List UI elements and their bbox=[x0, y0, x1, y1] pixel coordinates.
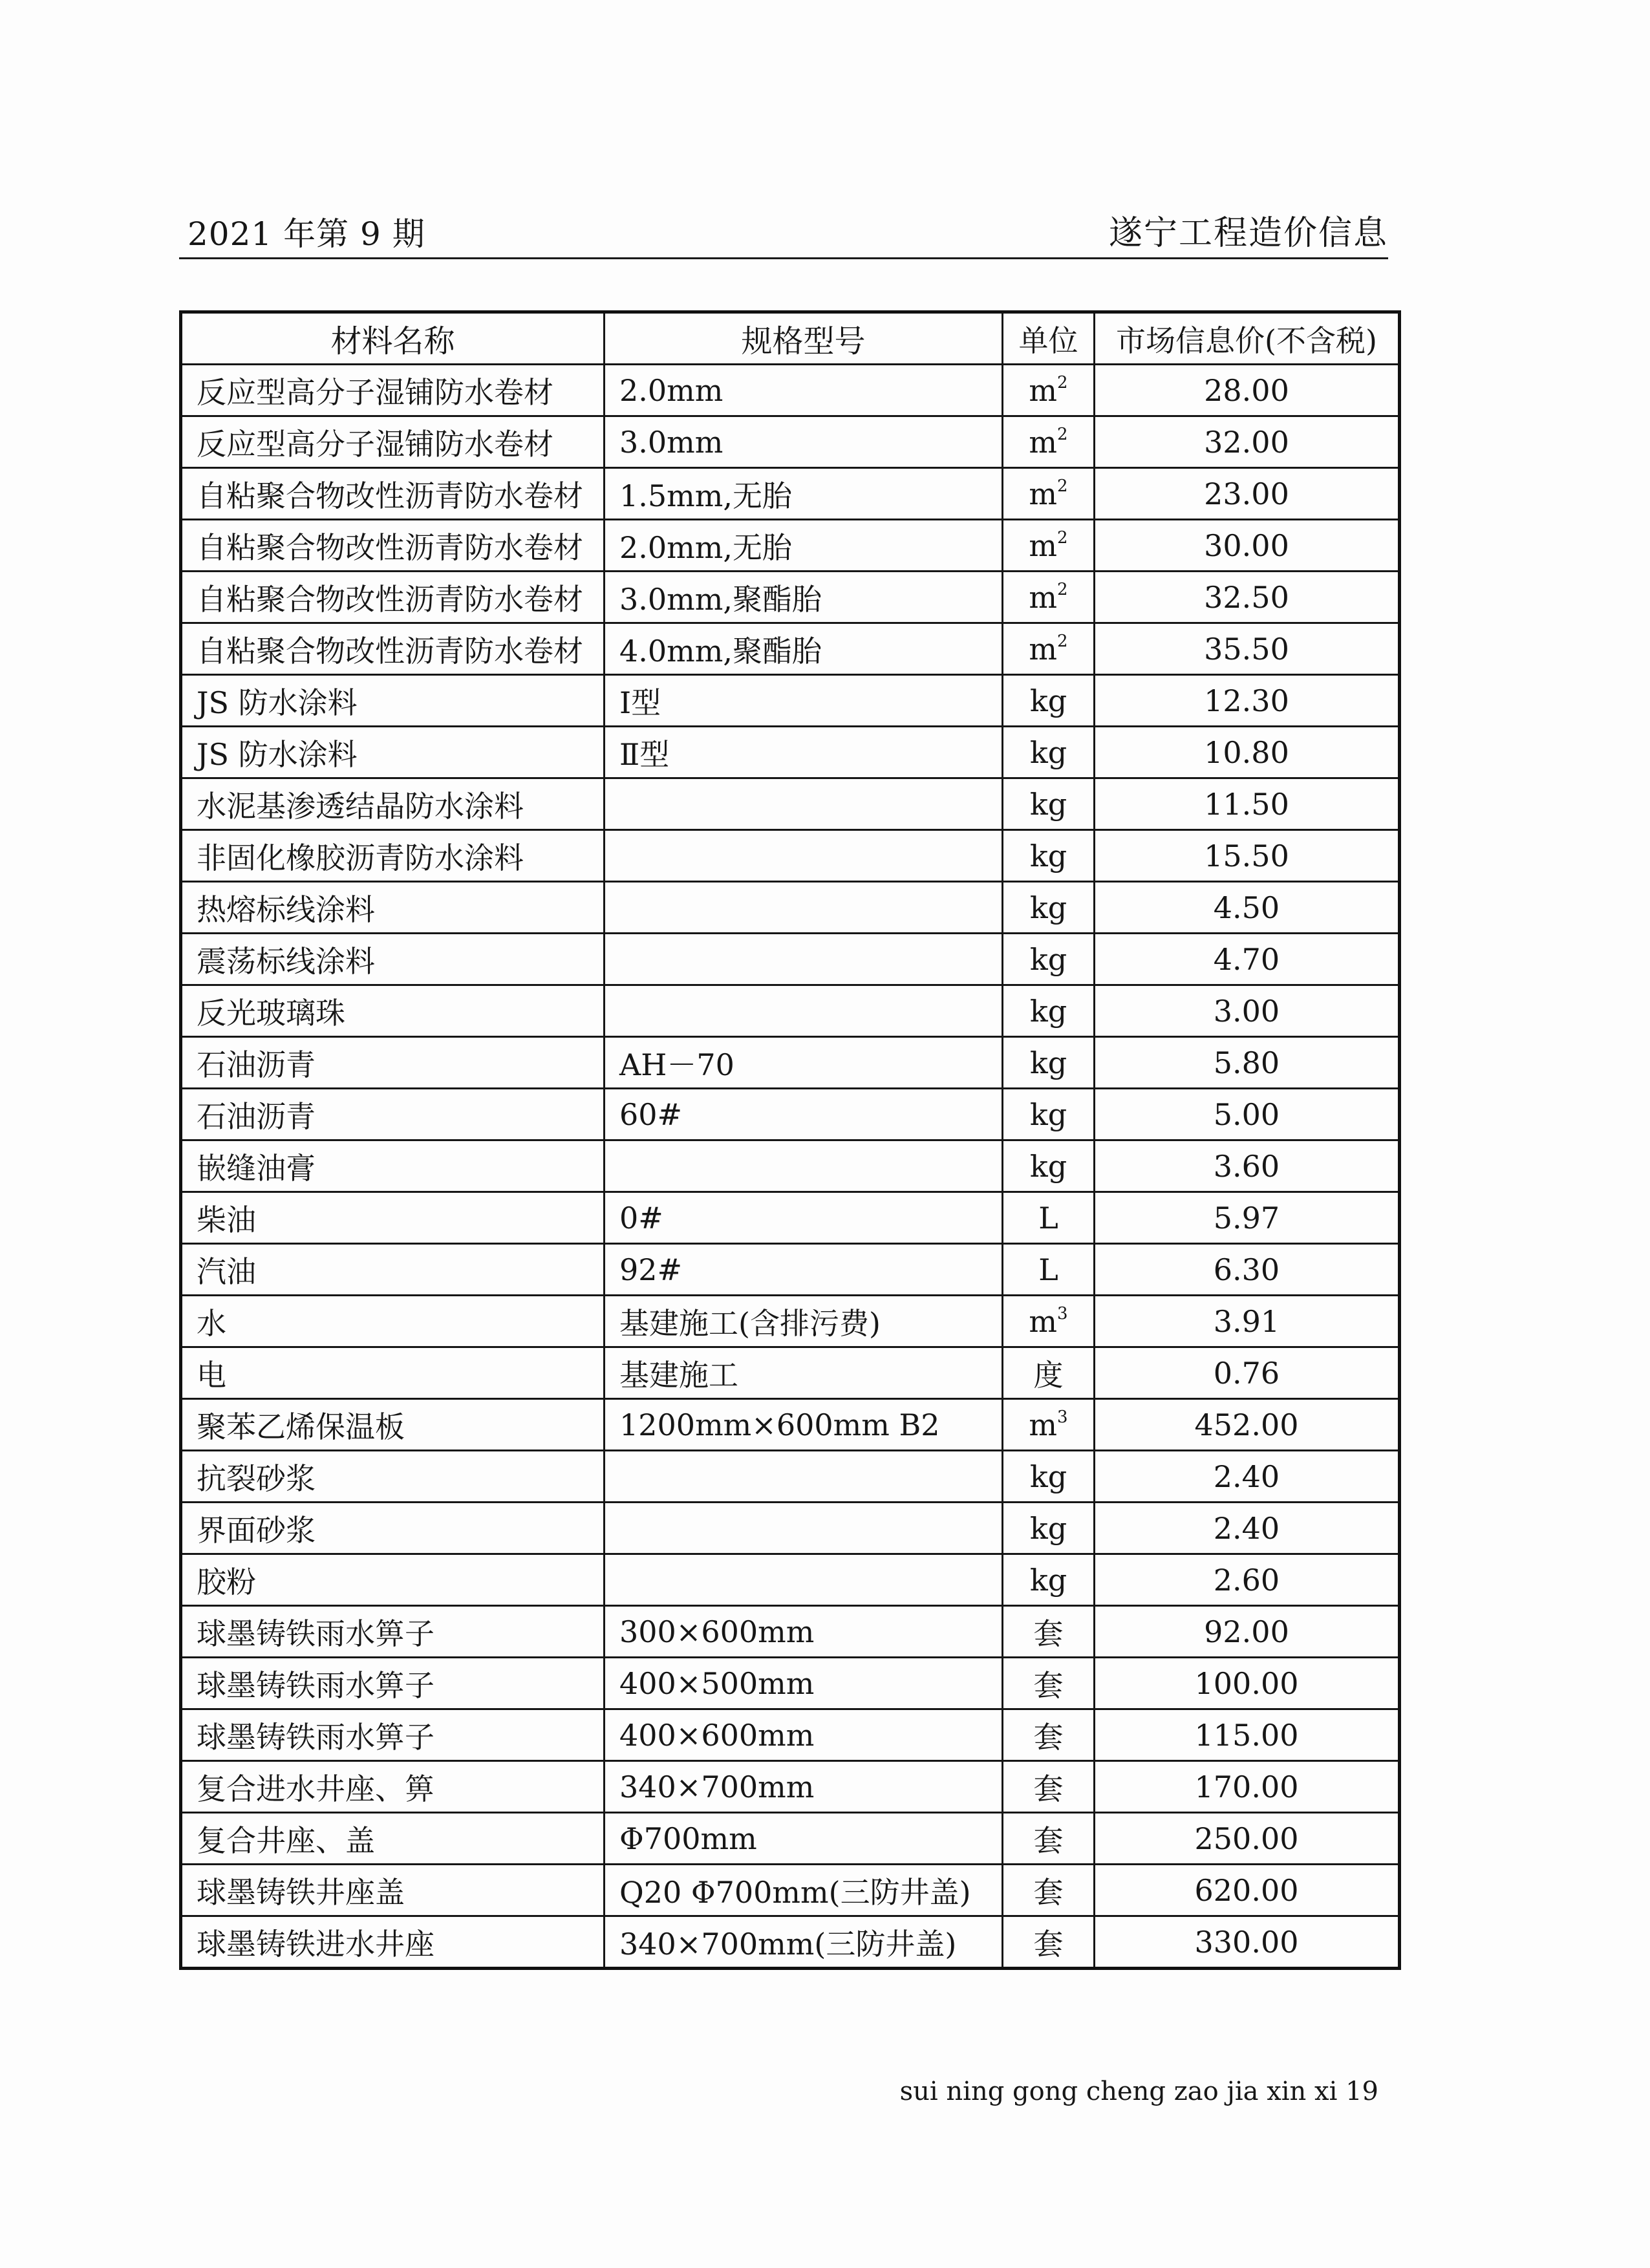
material-price-table bbox=[179, 310, 1401, 1970]
unit-cell bbox=[1003, 1399, 1095, 1451]
unit-cell bbox=[1003, 778, 1095, 830]
spec-cell: 0# bbox=[605, 1192, 1003, 1244]
table-row bbox=[181, 1399, 1400, 1451]
price-cell: 3.91 bbox=[1095, 1296, 1400, 1347]
unit-exponent: 2 bbox=[1057, 476, 1068, 496]
column-header-material-name: 材料名称 bbox=[181, 312, 605, 365]
material-name-cell: 球墨铸铁井座盖 bbox=[181, 1865, 605, 1916]
unit-text: kg bbox=[1029, 1045, 1067, 1080]
price-cell: 330.00 bbox=[1095, 1916, 1400, 1969]
unit-text: m bbox=[1029, 476, 1058, 511]
material-name-cell: 胶粉 bbox=[181, 1554, 605, 1606]
price-cell: 15.50 bbox=[1095, 830, 1400, 882]
price-cell: 32.50 bbox=[1095, 572, 1400, 623]
spec-cell: 2.0mm bbox=[605, 365, 1003, 416]
material-name-cell: 石油沥青 bbox=[181, 1037, 605, 1089]
unit-text: L bbox=[1038, 1252, 1058, 1287]
spec-cell bbox=[605, 985, 1003, 1037]
table-row bbox=[181, 830, 1400, 882]
unit-text: kg bbox=[1029, 683, 1067, 718]
table-row bbox=[181, 727, 1400, 778]
unit-text: kg bbox=[1029, 786, 1067, 822]
table-row bbox=[181, 623, 1400, 675]
spec-cell: AH－70 bbox=[605, 1037, 1003, 1089]
unit-text: kg bbox=[1029, 941, 1067, 977]
material-name-cell: 自粘聚合物改性沥青防水卷材 bbox=[181, 468, 605, 520]
material-name-cell: 水 bbox=[181, 1296, 605, 1347]
table-row bbox=[181, 1658, 1400, 1709]
table-row bbox=[181, 1813, 1400, 1865]
unit-exponent: 3 bbox=[1057, 1407, 1068, 1427]
unit-text: 度 bbox=[1033, 1357, 1064, 1393]
unit-cell bbox=[1003, 1606, 1095, 1658]
material-name-cell: 自粘聚合物改性沥青防水卷材 bbox=[181, 623, 605, 675]
price-cell: 4.50 bbox=[1095, 882, 1400, 934]
unit-text: kg bbox=[1029, 993, 1067, 1029]
unit-text: 套 bbox=[1033, 1616, 1064, 1651]
spec-cell: 3.0mm bbox=[605, 416, 1003, 468]
unit-exponent: 2 bbox=[1057, 579, 1068, 599]
spec-cell: 92# bbox=[605, 1244, 1003, 1296]
material-name-cell: 球墨铸铁进水井座 bbox=[181, 1916, 605, 1969]
unit-cell bbox=[1003, 934, 1095, 985]
material-name-cell: JS 防水涂料 bbox=[181, 727, 605, 778]
table-row bbox=[181, 520, 1400, 572]
spec-cell: 1200mm×600mm B2 bbox=[605, 1399, 1003, 1451]
table-row bbox=[181, 985, 1400, 1037]
table-row bbox=[181, 1192, 1400, 1244]
unit-cell bbox=[1003, 1192, 1095, 1244]
material-name-cell: 球墨铸铁雨水箅子 bbox=[181, 1606, 605, 1658]
spec-cell: Ⅰ型 bbox=[605, 675, 1003, 727]
material-name-cell: JS 防水涂料 bbox=[181, 675, 605, 727]
unit-exponent: 2 bbox=[1057, 424, 1068, 444]
table-row bbox=[181, 572, 1400, 623]
material-name-cell: 反应型高分子湿铺防水卷材 bbox=[181, 416, 605, 468]
table-row bbox=[181, 1244, 1400, 1296]
spec-cell: 2.0mm,无胎 bbox=[605, 520, 1003, 572]
unit-cell bbox=[1003, 1451, 1095, 1503]
unit-text: L bbox=[1038, 1200, 1058, 1236]
table-row bbox=[181, 1606, 1400, 1658]
spec-cell bbox=[605, 1451, 1003, 1503]
unit-cell bbox=[1003, 1813, 1095, 1865]
table-row bbox=[181, 1761, 1400, 1813]
unit-text: kg bbox=[1029, 1148, 1067, 1184]
table-row bbox=[181, 882, 1400, 934]
unit-cell bbox=[1003, 1089, 1095, 1140]
spec-cell: 3.0mm,聚酯胎 bbox=[605, 572, 1003, 623]
price-cell: 5.80 bbox=[1095, 1037, 1400, 1089]
price-cell: 92.00 bbox=[1095, 1606, 1400, 1658]
unit-cell bbox=[1003, 1244, 1095, 1296]
spec-cell: 基建施工(含排污费) bbox=[605, 1296, 1003, 1347]
unit-cell bbox=[1003, 416, 1095, 468]
spec-cell: 400×600mm bbox=[605, 1709, 1003, 1761]
header-divider bbox=[179, 257, 1388, 259]
price-cell: 250.00 bbox=[1095, 1813, 1400, 1865]
table-row bbox=[181, 1347, 1400, 1399]
material-name-cell: 自粘聚合物改性沥青防水卷材 bbox=[181, 520, 605, 572]
table-row bbox=[181, 1554, 1400, 1606]
unit-cell bbox=[1003, 365, 1095, 416]
unit-text: m bbox=[1029, 579, 1058, 615]
unit-cell bbox=[1003, 1037, 1095, 1089]
table-body bbox=[181, 365, 1400, 1969]
unit-cell bbox=[1003, 1554, 1095, 1606]
spec-cell: 340×700mm bbox=[605, 1761, 1003, 1813]
spec-cell: Q20 Φ700mm(三防井盖) bbox=[605, 1865, 1003, 1916]
material-name-cell: 抗裂砂浆 bbox=[181, 1451, 605, 1503]
table-row bbox=[181, 1709, 1400, 1761]
price-cell: 100.00 bbox=[1095, 1658, 1400, 1709]
material-name-cell: 反光玻璃珠 bbox=[181, 985, 605, 1037]
price-cell: 2.40 bbox=[1095, 1503, 1400, 1554]
price-cell: 170.00 bbox=[1095, 1761, 1400, 1813]
unit-text: kg bbox=[1029, 1459, 1067, 1494]
unit-text: kg bbox=[1029, 890, 1067, 925]
unit-cell bbox=[1003, 1709, 1095, 1761]
spec-cell bbox=[605, 830, 1003, 882]
table-row bbox=[181, 468, 1400, 520]
unit-cell bbox=[1003, 882, 1095, 934]
issue-label: 2021 年第 9 期 bbox=[188, 215, 425, 253]
unit-text: 套 bbox=[1033, 1874, 1064, 1910]
table-row bbox=[181, 416, 1400, 468]
price-cell: 452.00 bbox=[1095, 1399, 1400, 1451]
material-name-cell: 震荡标线涂料 bbox=[181, 934, 605, 985]
spec-cell bbox=[605, 778, 1003, 830]
unit-text: m bbox=[1029, 1303, 1058, 1339]
table-header-row bbox=[181, 312, 1400, 365]
unit-cell bbox=[1003, 520, 1095, 572]
unit-text: kg bbox=[1029, 1562, 1067, 1598]
material-name-cell: 汽油 bbox=[181, 1244, 605, 1296]
material-name-cell: 柴油 bbox=[181, 1192, 605, 1244]
unit-text: 套 bbox=[1033, 1823, 1064, 1858]
unit-cell bbox=[1003, 1916, 1095, 1969]
material-name-cell: 球墨铸铁雨水箅子 bbox=[181, 1709, 605, 1761]
material-name-cell: 嵌缝油膏 bbox=[181, 1140, 605, 1192]
unit-cell bbox=[1003, 675, 1095, 727]
unit-text: 套 bbox=[1033, 1926, 1064, 1962]
unit-cell bbox=[1003, 1865, 1095, 1916]
unit-text: 套 bbox=[1033, 1667, 1064, 1703]
unit-text: m bbox=[1029, 424, 1058, 460]
material-name-cell: 球墨铸铁雨水箅子 bbox=[181, 1658, 605, 1709]
spec-cell: Φ700mm bbox=[605, 1813, 1003, 1865]
material-name-cell: 复合进水井座、箅 bbox=[181, 1761, 605, 1813]
unit-text: kg bbox=[1029, 1097, 1067, 1132]
spec-cell bbox=[605, 1140, 1003, 1192]
table-row bbox=[181, 1296, 1400, 1347]
price-cell: 23.00 bbox=[1095, 468, 1400, 520]
unit-cell bbox=[1003, 1296, 1095, 1347]
price-cell: 35.50 bbox=[1095, 623, 1400, 675]
price-cell: 3.60 bbox=[1095, 1140, 1400, 1192]
unit-cell bbox=[1003, 1761, 1095, 1813]
price-cell: 11.50 bbox=[1095, 778, 1400, 830]
unit-exponent: 3 bbox=[1057, 1303, 1068, 1323]
unit-text: m bbox=[1029, 631, 1058, 667]
unit-cell bbox=[1003, 727, 1095, 778]
price-cell: 620.00 bbox=[1095, 1865, 1400, 1916]
price-cell: 5.00 bbox=[1095, 1089, 1400, 1140]
unit-cell bbox=[1003, 1503, 1095, 1554]
column-header-spec: 规格型号 bbox=[605, 312, 1003, 365]
table-row bbox=[181, 1451, 1400, 1503]
table-row bbox=[181, 934, 1400, 985]
spec-cell bbox=[605, 934, 1003, 985]
material-name-cell: 界面砂浆 bbox=[181, 1503, 605, 1554]
unit-text: kg bbox=[1029, 734, 1067, 770]
price-cell: 28.00 bbox=[1095, 365, 1400, 416]
table-row bbox=[181, 1037, 1400, 1089]
price-cell: 2.60 bbox=[1095, 1554, 1400, 1606]
unit-cell bbox=[1003, 985, 1095, 1037]
price-cell: 115.00 bbox=[1095, 1709, 1400, 1761]
unit-text: 套 bbox=[1033, 1771, 1064, 1806]
column-header-price: 市场信息价(不含税) bbox=[1095, 312, 1400, 365]
table-row bbox=[181, 1089, 1400, 1140]
material-name-cell: 水泥基渗透结晶防水涂料 bbox=[181, 778, 605, 830]
unit-text: 套 bbox=[1033, 1719, 1064, 1755]
material-name-cell: 电 bbox=[181, 1347, 605, 1399]
unit-cell bbox=[1003, 572, 1095, 623]
material-name-cell: 自粘聚合物改性沥青防水卷材 bbox=[181, 572, 605, 623]
spec-cell bbox=[605, 882, 1003, 934]
spec-cell: 1.5mm,无胎 bbox=[605, 468, 1003, 520]
unit-text: kg bbox=[1029, 1510, 1067, 1546]
table-row bbox=[181, 1865, 1400, 1916]
table-row bbox=[181, 675, 1400, 727]
price-cell: 3.00 bbox=[1095, 985, 1400, 1037]
table-row bbox=[181, 1503, 1400, 1554]
material-name-cell: 石油沥青 bbox=[181, 1089, 605, 1140]
price-cell: 0.76 bbox=[1095, 1347, 1400, 1399]
price-cell: 12.30 bbox=[1095, 675, 1400, 727]
unit-cell bbox=[1003, 468, 1095, 520]
publication-title: 遂宁工程造价信息 bbox=[1108, 214, 1388, 253]
unit-exponent: 2 bbox=[1057, 372, 1068, 392]
column-header-unit: 单位 bbox=[1003, 312, 1095, 365]
price-cell: 5.97 bbox=[1095, 1192, 1400, 1244]
unit-cell bbox=[1003, 1140, 1095, 1192]
price-cell: 10.80 bbox=[1095, 727, 1400, 778]
price-cell: 30.00 bbox=[1095, 520, 1400, 572]
material-name-cell: 聚苯乙烯保温板 bbox=[181, 1399, 605, 1451]
unit-cell bbox=[1003, 623, 1095, 675]
unit-text: m bbox=[1029, 528, 1058, 563]
price-cell: 6.30 bbox=[1095, 1244, 1400, 1296]
spec-cell bbox=[605, 1554, 1003, 1606]
table-row bbox=[181, 1140, 1400, 1192]
table-row bbox=[181, 365, 1400, 416]
material-name-cell: 热熔标线涂料 bbox=[181, 882, 605, 934]
table-row bbox=[181, 1916, 1400, 1969]
spec-cell: 400×500mm bbox=[605, 1658, 1003, 1709]
spec-cell: Ⅱ型 bbox=[605, 727, 1003, 778]
spec-cell: 340×700mm(三防井盖) bbox=[605, 1916, 1003, 1969]
spec-cell: 基建施工 bbox=[605, 1347, 1003, 1399]
material-name-cell: 非固化橡胶沥青防水涂料 bbox=[181, 830, 605, 882]
unit-text: m bbox=[1029, 372, 1058, 408]
material-name-cell: 复合井座、盖 bbox=[181, 1813, 605, 1865]
spec-cell: 4.0mm,聚酯胎 bbox=[605, 623, 1003, 675]
price-cell: 4.70 bbox=[1095, 934, 1400, 985]
unit-text: kg bbox=[1029, 838, 1067, 873]
spec-cell: 300×600mm bbox=[605, 1606, 1003, 1658]
unit-cell bbox=[1003, 830, 1095, 882]
unit-exponent: 2 bbox=[1057, 631, 1068, 651]
page-footer: sui ning gong cheng zao jia xin xi 19 bbox=[899, 2077, 1378, 2106]
spec-cell: 60# bbox=[605, 1089, 1003, 1140]
price-cell: 32.00 bbox=[1095, 416, 1400, 468]
unit-cell bbox=[1003, 1347, 1095, 1399]
unit-text: m bbox=[1029, 1407, 1058, 1442]
table-row bbox=[181, 778, 1400, 830]
unit-cell bbox=[1003, 1658, 1095, 1709]
spec-cell bbox=[605, 1503, 1003, 1554]
material-name-cell: 反应型高分子湿铺防水卷材 bbox=[181, 365, 605, 416]
price-cell: 2.40 bbox=[1095, 1451, 1400, 1503]
unit-exponent: 2 bbox=[1057, 528, 1068, 548]
